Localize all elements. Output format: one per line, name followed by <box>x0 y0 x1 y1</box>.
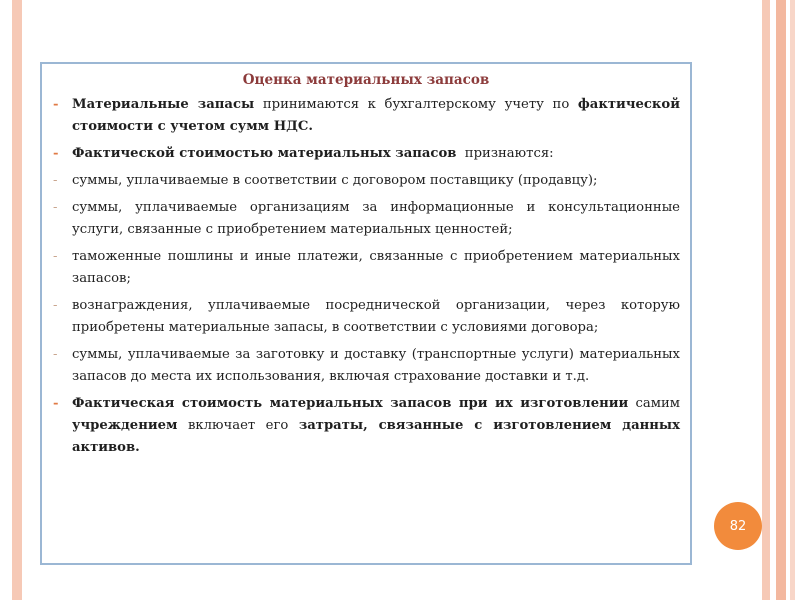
right-decor-stripe <box>790 0 795 600</box>
item-text: суммы, уплачиваемые за заготовку и доставку (транспортные услуги) материальных запасов до места их использования, включая страхование доставки и т.д. <box>72 347 680 384</box>
left-decor-stripe <box>12 0 22 600</box>
item-text: принимаются к бухгалтерскому учету по <box>254 97 578 112</box>
list-item <box>72 344 680 388</box>
list-item <box>72 246 680 290</box>
item-text: таможенные пошлины и иные платежи, связанные с приобретением материальных запасов; <box>72 249 680 286</box>
bullet-list <box>72 94 680 464</box>
list-item <box>72 170 680 192</box>
list-item <box>72 94 680 138</box>
right-decor-stripe <box>776 0 786 600</box>
item-text: самим <box>628 396 680 411</box>
slide-title: Оценка материальных запасов <box>242 72 490 88</box>
list-item <box>72 295 680 339</box>
list-item <box>72 197 680 241</box>
item-text: признаются: <box>456 146 554 161</box>
bold-text: затраты, связанные с изготовлением данных активов. <box>72 418 681 455</box>
bold-text: Фактическая стоимость материальных запасов при их изготовлении <box>72 396 629 411</box>
item-text: включает его <box>177 418 299 433</box>
item-text: вознаграждения, уплачиваемые посреднической организации, через которую приобретены материальные запасы, в соответствии с условиями договора; <box>72 298 680 335</box>
list-item <box>72 143 680 165</box>
bold-text: Фактической стоимостью материальных запасов <box>72 146 457 161</box>
content-panel <box>40 62 692 565</box>
bold-text: фактической стоимости с учетом сумм НДС. <box>72 97 680 134</box>
right-decor-stripe <box>762 0 770 600</box>
bold-text: Материальные запасы <box>72 97 255 112</box>
list-item <box>72 393 680 459</box>
page-number-badge: 82 <box>714 502 762 550</box>
item-text: суммы, уплачиваемые в соответствии с договором поставщику (продавцу); <box>72 173 598 188</box>
bold-text: учреждением <box>72 418 178 433</box>
item-text: суммы, уплачиваемые организациям за информационные и консультационные услуги, связанные с приобретением материальных ценностей; <box>72 200 680 237</box>
